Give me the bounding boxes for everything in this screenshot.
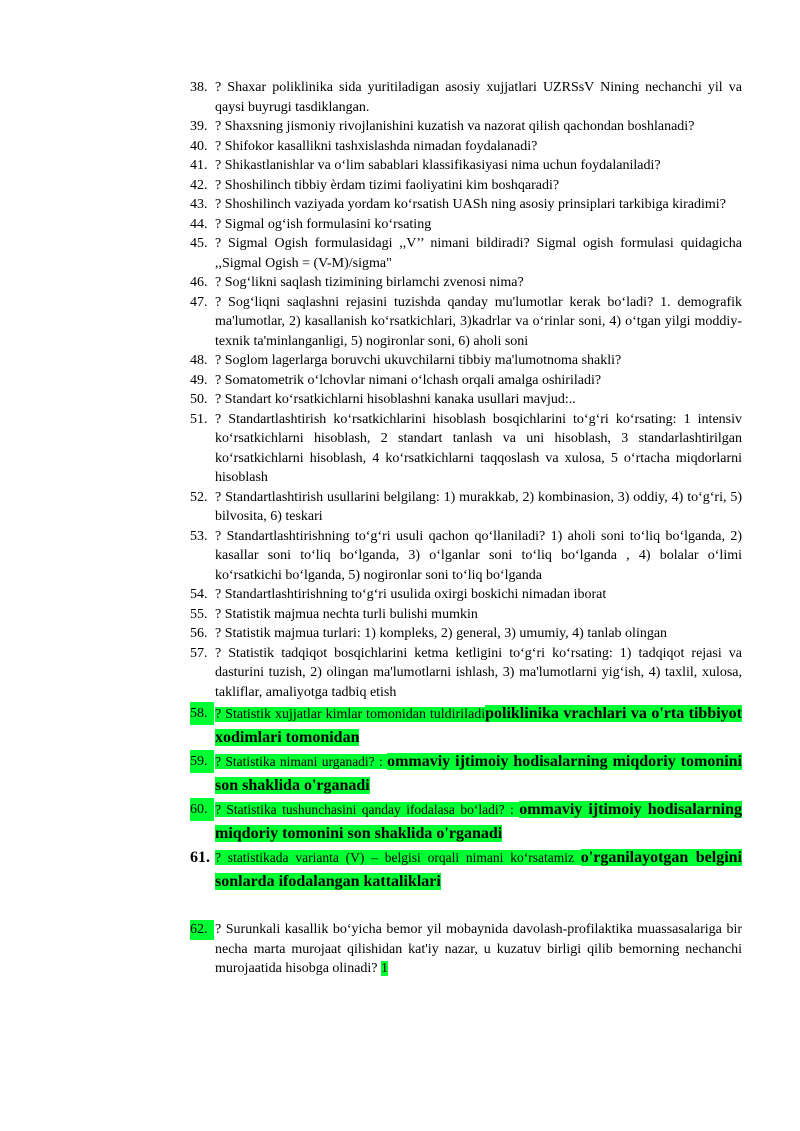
answer-text: ommaviy ijtimoiy hodisalarning miqdoriy tomonini son shaklida o'rganadi <box>215 801 742 842</box>
question-item <box>190 585 742 605</box>
question-text: ? Soglom lagerlarga boruvchi ukuvchilarni tibbiy ma'lumotnoma shakli? <box>215 353 622 368</box>
question-list <box>190 78 742 702</box>
answered-question-item <box>190 750 742 798</box>
question-item <box>190 644 742 703</box>
question-number: 42. <box>190 177 208 193</box>
question-item <box>190 293 742 352</box>
question-number: 49. <box>190 372 208 388</box>
document-page <box>190 78 742 979</box>
question-text: ? Statistika tushunchasini qanday ifodalasa boʻladi? : <box>215 802 520 817</box>
question-number: 62. <box>190 920 214 940</box>
question-number: 57. <box>190 645 208 661</box>
question-item <box>190 527 742 586</box>
answered-question-list <box>190 702 742 894</box>
answered-question-item <box>190 846 742 894</box>
question-text: ? Shoshilinch vaziyada yordam koʻrsatish UASh ning asosiy prinsiplari tarkibiga kiradimi? <box>215 197 726 212</box>
answer-text: 1 <box>381 961 389 976</box>
question-number: 51. <box>190 411 208 427</box>
question-item <box>190 176 742 196</box>
question-number: 44. <box>190 216 208 232</box>
question-text: ? Sigmal Ogish formulasidagi ,,V’’ nimani bildiradi? Sigmal ogish formulasi quidagicha ,,Sigmal Ogish = (V-M)/sigma" <box>215 236 742 271</box>
question-number: 59. <box>190 750 214 773</box>
question-number: 41. <box>190 158 208 173</box>
question-item <box>190 117 742 137</box>
question-number: 47. <box>190 294 208 310</box>
question-text: ? Standart koʻrsatkichlarni hisoblashni kanaka usullari mavjud:.. <box>215 392 576 407</box>
question-text: ? Standartlashtirishning toʻgʻri usuli qachon qoʻllaniladi? 1) aholi soni toʻliq boʻlganda, 2) kasallar soni toʻliq boʻlganda, 3) oʻlganlar soni toʻliq boʻlganda , 4) bolalar oʻlimi koʻrsatkichi boʻlganda, 5) nogironlar soni toʻliq boʻlganda <box>215 528 742 583</box>
question-text: ? Statistik xujjatlar kimlar tomonidan tuldiriladi <box>215 707 486 722</box>
question-text: ? Statistika nimani urganadi? : <box>215 754 388 769</box>
question-text: ? Shaxar poliklinika sida yuritiladigan asosiy xujjatlari UZRSsV Nining nechanchi yil va qaysi buyrugi tasdiklangan. <box>215 80 742 115</box>
question-item <box>190 78 742 117</box>
question-item <box>190 156 742 176</box>
question-text: ? Statistik tadqiqot bosqichlarini ketma ketligini toʻgʻri koʻrsating: 1) tadqiqot rejasi va dasturini tuzish, 2) olingan ma'lumotlarni ishlash, 3) ma'lumotlarni yigʻish, 4) taxlil, xulosa, takliflar, amaliyotga tadbiq etish <box>215 645 742 700</box>
question-text: ? Sogʻliqni saqlashni rejasini tuzishda qanday mu'lumotlar kerak boʻladi? 1. demografik ma'lumotlar, 2) kasallanish koʻrsatkichlari, 3)kadrlar va oʻrinlar soni, 4) oʻtgan yilgi moddiy-texnik ta'minlanganligi, 5) nogironlar soni, 6) aholi soni <box>215 294 742 349</box>
answer-text: o'rganilayotgan belgini sonlarda ifodalangan kattaliklari <box>215 849 743 890</box>
question-text: ? statistikada varianta (V) – belgisi orqali nimani koʻrsatamiz <box>215 850 581 865</box>
question-text: ? Shoshilinch tibbiy èrdam tizimi faoliyatini kim boshqaradi? <box>215 177 560 193</box>
question-item <box>190 488 742 527</box>
question-text: ? Surunkali kasallik boʻyicha bemor yil mobaynida davolash-profilaktika muassasalariga bir necha marta murojaat qilishidan kat'iy nazar, u kuzatuv birligi qilib bemorning nechanchi murojaatida hisobga olinadi? <box>215 922 742 976</box>
spacer <box>190 894 742 920</box>
question-number: 60. <box>190 798 214 821</box>
answered-question-item <box>190 702 742 750</box>
question-item <box>190 234 742 273</box>
question-text: ? Shikastlanishlar va oʻlim sabablari klassifikasiyasi nima uchun foydalaniladi? <box>215 158 661 173</box>
question-number: 53. <box>190 528 208 544</box>
question-text: ? Sogʻlikni saqlash tizimining birlamchi zvenosi nima? <box>215 275 524 290</box>
answer-text: poliklinika vrachlari va o'rta tibbiyot xodimlari tomonidan <box>215 705 742 746</box>
question-item <box>190 195 742 215</box>
question-text: ? Shifokor kasallikni tashxislashda nimadan foydalanadi? <box>215 138 538 154</box>
answer-text: ommaviy ijtimoiy hodisalarning miqdoriy tomonini son shaklida o'rganadi <box>215 753 743 794</box>
question-item <box>190 137 742 157</box>
question-number: 61. <box>190 849 210 866</box>
question-number: 58. <box>190 702 214 725</box>
question-item <box>190 351 742 371</box>
question-item <box>190 605 742 625</box>
question-item <box>190 215 742 235</box>
question-number: 52. <box>190 489 208 505</box>
question-text: ? Sigmal ogʻish formulasini koʻrsating <box>215 216 432 232</box>
question-number: 50. <box>190 392 208 407</box>
question-item <box>190 273 742 293</box>
question-text: ? Somatometrik oʻlchovlar nimani oʻlchash orqali amalga oshiriladi? <box>215 372 602 388</box>
question-text: ? Shaxsning jismoniy rivojlanishini kuzatish va nazorat qilish qachondan boshlanadi? <box>215 119 695 134</box>
question-text: ? Statistik majmua turlari: 1) kompleks, 2) general, 3) umumiy, 4) tanlab olingan <box>215 626 668 641</box>
question-item-62 <box>190 920 742 979</box>
question-item <box>190 390 742 410</box>
question-number: 48. <box>190 353 208 368</box>
question-number: 39. <box>190 119 208 134</box>
answered-question-item <box>190 798 742 846</box>
question-item <box>190 624 742 644</box>
question-text: ? Standartlashtirish usullarini belgilang: 1) murakkab, 2) kombinasion, 3) oddiy, 4) toʻgʻri, 5) bilvosita, 6) teskari <box>215 489 742 524</box>
question-number: 54. <box>190 587 208 602</box>
question-number: 46. <box>190 275 208 290</box>
question-text: ? Standartlashtirishning toʻgʻri usulida oxirgi boskichi nimadan iborat <box>215 587 607 602</box>
question-text: ? Standartlashtirish koʻrsatkichlarini hisoblash bosqichlarini toʻgʻri koʻrsating: 1 intensiv koʻrsatkichlarni hisoblash, 2 standart tanlash va uni hisoblash, 3 standarlashtirilgan koʻrsatkichlarni hisoblash, 4 koʻrsatkichlarni taqqoslash va xulosa, 5 oʻrtacha miqdorlarni hisoblash <box>215 411 742 485</box>
question-number: 38. <box>190 80 208 95</box>
question-number: 43. <box>190 197 208 212</box>
question-number: 40. <box>190 138 208 154</box>
question-number: 45. <box>190 236 208 251</box>
question-text: ? Statistik majmua nechta turli bulishi mumkin <box>215 606 478 622</box>
question-item <box>190 410 742 488</box>
question-number: 56. <box>190 626 208 641</box>
question-number: 55. <box>190 606 208 622</box>
question-item <box>190 371 742 391</box>
